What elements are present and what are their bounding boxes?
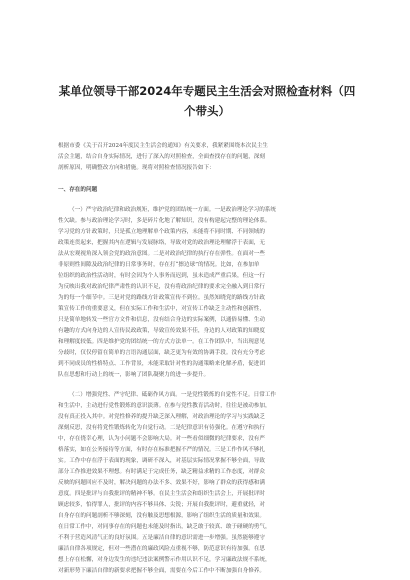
subsection-2 bbox=[58, 390, 356, 577]
paragraph-line: 非原则性间隙及政治纪律的日常事务时，存在打“擦边球”的情况。比如，在参加单 bbox=[58, 262, 260, 268]
paragraph-line: 学习党的方针政策时，只是孤立地理解单个政策内容，未能将不同时期、不同领域的 bbox=[58, 229, 265, 235]
paragraph-line: 只是简单地转发一些官方文件和信息，没有结合身边的实际案例，以通俗易懂、生动 bbox=[58, 317, 265, 323]
subsection-1 bbox=[58, 205, 356, 381]
paragraph-line: 有趣的方式向身边的人宣传民政政策，导致宣传效果不佳，身边的人对政策的知晓度 bbox=[58, 328, 265, 334]
paragraph-line: 自身存在的问题剖析不够深刻，没有触及思想根源，影响了组织生活的质量和效果。 bbox=[58, 513, 265, 519]
paragraph-line: 对新形势下廉洁自律的新要求把握不够全面，需要在今后工作中不断加强自身修养。 bbox=[58, 568, 265, 574]
intro-line: 活会主题，结合自身实际情况，进行了深入的对照检查，全面查找存在的问题，深刻 bbox=[58, 154, 265, 160]
document-title: 某单位领导干部2024年专题民主生活会对照检查材料（四个带头） bbox=[58, 84, 356, 118]
paragraph-line: 为的每一个细节中。三是对党的路线方针政策宣传不到位。虽然知晓党的路线方针政 bbox=[58, 295, 265, 301]
paragraph-line: 和生活中，主动进行党性锻炼的意识淡薄。在参与党性教育活动时，往往是被动参加， bbox=[58, 403, 271, 409]
paragraph-line: 反映的问题回应不及时，解决问题的办法不多、效果不好，影响了群众的获得感和满 bbox=[58, 480, 265, 486]
intro-line: 剖析原因，明确整改方向和措施。现将对照检查情况报告如下： bbox=[58, 165, 215, 171]
paragraph-line: 顾虑较多，怕得罪人，批评的内容不够具体、尖锐；开展自我批评时，避重就轻，对 bbox=[58, 502, 265, 508]
paragraph-line: 廉洁自律各项规定，但对一些潜在的廉政风险点重视不够，防范意识有待加强。在思 bbox=[58, 546, 265, 552]
paragraph-line: 队在思想和行动上的统一，影响了团队凝聚力的进一步提升。 bbox=[58, 372, 210, 378]
paragraph-line: 部分工作推进效果不理想。有时满足于完成任务，缺乏精益求精的工作态度，对群众 bbox=[58, 469, 265, 475]
paragraph-line: 位组织的政治性活动时，有时会因为个人事务而迟到，虽未造成严重后果，但这一行 bbox=[58, 273, 265, 279]
paragraph-line: 到不同成员的性格特点、工作背景，未能采取针对性的沟通策略来化解矛盾，促进团 bbox=[58, 361, 265, 367]
paragraph-line: 在日常工作中，对同事存在的问题也未能及时指出，缺乏敢于较真、敢于碰硬的勇气， bbox=[58, 524, 271, 530]
paragraph-line: 法从宏观视角深入领会党的政治意图。二是对政治纪律的执行存在弹性。在面对一些 bbox=[58, 251, 265, 257]
intro-line: 根据市委《关于召开2024年度民主生活会的通知》有关要求，我紧紧围绕本次民主生 bbox=[58, 143, 269, 149]
paragraph-line: （一）严守政治纪律和政治规矩，维护党的团结统一方面。一是政治理论学习的系统 bbox=[69, 207, 276, 213]
paragraph-line: 性欠缺。参与政治理论学习时，多是碎片化地了解知识，没有构建起完整的理论体系。 bbox=[58, 218, 271, 224]
paragraph-line: 和理解度较低。四是维护党的团结统一的方式方法单一。在工作团队中，当出现意见 bbox=[58, 339, 265, 345]
paragraph-line: 策宣传工作的重要意义，但在实际工作和生活中，对宣传工作缺乏主动性和创新性， bbox=[58, 306, 265, 312]
paragraph-line: 想上存在松懈，对身边发生的违纪违法案例警示作用认识不足，学习廉政法规不系统， bbox=[58, 557, 271, 563]
paragraph-line: 格落实，如在公务接待等方面，有时存在标准把握不严的情况。三是工作作风不够扎 bbox=[58, 447, 265, 453]
paragraph-line: 没有真正投入其中。对党性修养的提升缺乏深入理解，对政治理论的学习与实践缺乏 bbox=[58, 414, 265, 420]
paragraph-line: （二）增强党性、严守纪律、砥砺作风方面。一是党性锻炼的自觉性不足。日常工作 bbox=[69, 392, 276, 398]
paragraph-line: 深刻反思，没有将党性锻炼转化为自觉行动。二是纪律意识有待强化。在遵守和执行 bbox=[58, 425, 265, 431]
paragraph-line: 意度。四是批评与自我批评的精神不够。在民主生活会和组织生活会上，开展批评时 bbox=[58, 491, 265, 497]
paragraph-line: 为反映出我对政治纪律严肃性的认识不足，没有将政治纪律的要求完全融入到日常行 bbox=[58, 284, 265, 290]
paragraph-line: 不利于营造风清气正的良好氛围。五是廉洁自律的意识需进一步增强。虽然能够遵守 bbox=[58, 535, 265, 541]
paragraph-line: 中，存在侥幸心理，认为小问题不会影响大局。对一些看似细微的纪律要求，没有严 bbox=[58, 436, 265, 442]
section-heading: 一、存在的问题 bbox=[58, 187, 98, 193]
intro-paragraph bbox=[58, 141, 356, 174]
paragraph-line: 政策连贯起来，把握其内在逻辑与发展脉络，导致对党的政治理论理解浮于表面，无 bbox=[58, 240, 265, 246]
paragraph-line: 分歧时，仅仅停留在简单的言语沟通层面，缺乏更为有效的协调手段。没有充分考虑 bbox=[58, 350, 265, 356]
paragraph-line: 实。工作中存在浮于表面的现象，调研不深入，对基层实际情况掌握不够全面，导致 bbox=[58, 458, 265, 464]
